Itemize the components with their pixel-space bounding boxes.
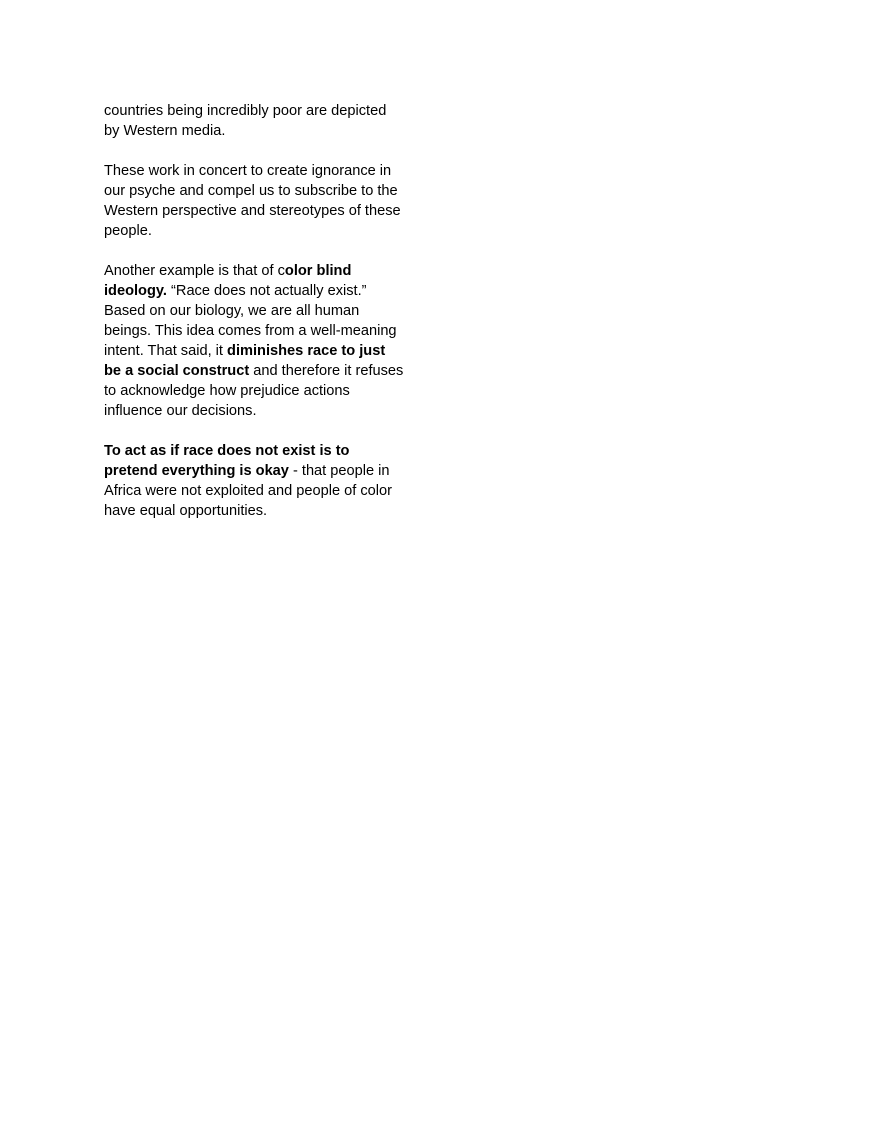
paragraph-ignorance bbox=[104, 161, 424, 241]
text-line bbox=[104, 161, 424, 181]
text-line bbox=[104, 261, 424, 281]
text-run: to acknowledge how prejudice actions bbox=[104, 383, 350, 399]
text-run: “Race does not actually exist.” bbox=[166, 283, 367, 299]
text-run: countries being incredibly poor are depicted bbox=[104, 103, 387, 119]
text-line bbox=[104, 281, 424, 301]
text-line bbox=[104, 181, 424, 201]
bold-text-run: ideology. bbox=[104, 283, 167, 299]
text-line bbox=[104, 501, 424, 521]
text-run: beings. This idea comes from a well-meaning bbox=[104, 323, 397, 339]
text-run: Based on our biology, we are all human bbox=[104, 303, 360, 319]
text-line bbox=[104, 321, 424, 341]
text-run: Africa were not exploited and people of color bbox=[104, 483, 392, 499]
text-run: and therefore it refuses bbox=[249, 363, 404, 379]
text-run: These work in concert to create ignorance in bbox=[104, 163, 392, 179]
text-run: intent. That said, it bbox=[104, 343, 228, 359]
text-line bbox=[104, 401, 424, 421]
text-line bbox=[104, 481, 424, 501]
bold-text-run: pretend everything is okay bbox=[104, 463, 289, 479]
text-run: - that people in bbox=[288, 463, 390, 479]
bold-text-run: To act as if race does not exist is to bbox=[104, 443, 350, 459]
text-line bbox=[104, 301, 424, 321]
paragraph-color-blind-ideology bbox=[104, 261, 424, 421]
paragraph-race-pretend bbox=[104, 441, 424, 521]
text-run: people. bbox=[104, 223, 152, 239]
text-line bbox=[104, 461, 424, 481]
paragraph-media bbox=[104, 101, 424, 141]
text-line bbox=[104, 101, 424, 121]
text-line bbox=[104, 121, 424, 141]
text-column bbox=[104, 101, 424, 541]
text-line bbox=[104, 341, 424, 361]
text-line bbox=[104, 361, 424, 381]
bold-text-run: olor blind bbox=[284, 263, 352, 279]
text-run: by Western media. bbox=[104, 123, 226, 139]
text-run: our psyche and compel us to subscribe to the bbox=[104, 183, 398, 199]
text-line bbox=[104, 441, 424, 461]
text-run: Another example is that of c bbox=[104, 263, 285, 279]
text-line bbox=[104, 201, 424, 221]
text-line bbox=[104, 381, 424, 401]
text-run: Western perspective and stereotypes of these bbox=[104, 203, 401, 219]
text-line bbox=[104, 221, 424, 241]
bold-text-run: be a social construct bbox=[104, 363, 250, 379]
text-run: have equal opportunities. bbox=[104, 503, 268, 519]
text-run: influence our decisions. bbox=[104, 403, 257, 419]
bold-text-run: diminishes race to just bbox=[227, 343, 386, 359]
